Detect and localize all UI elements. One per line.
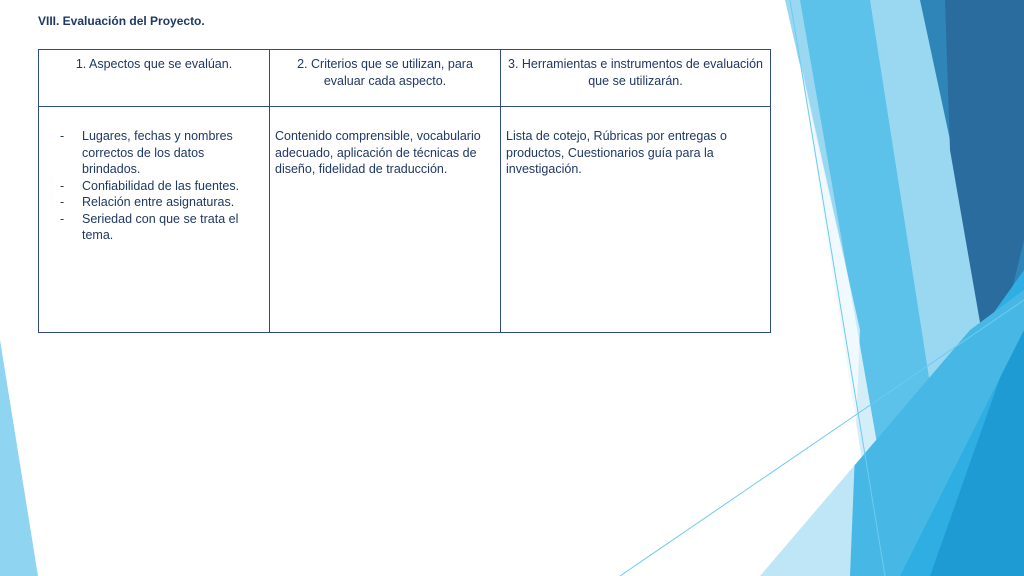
evaluation-table: [38, 49, 771, 333]
list-item: - Relación entre asignaturas.: [82, 194, 264, 211]
aspects-list: [44, 128, 264, 244]
list-item: - Seriedad con que se trata el tema.: [82, 211, 264, 244]
cell-aspects: [39, 107, 270, 333]
list-item: - Confiabilidad de las fuentes.: [82, 178, 264, 195]
page-title: VIII. Evaluación del Proyecto.: [38, 14, 205, 28]
cell-tools: Lista de cotejo, Rúbricas por entregas o productos, Cuestionarios guía para la investigación.: [501, 107, 771, 333]
facet-left: [0, 340, 38, 576]
header-tools: 3. Herramientas e instrumentos de evaluación que se utilizarán.: [501, 50, 771, 107]
table-row: [39, 107, 771, 333]
cell-criteria: Contenido comprensible, vocabulario adecuado, aplicación de técnicas de diseño, fidelidad de traducción.: [270, 107, 501, 333]
header-aspects: 1. Aspectos que se evalúan.: [39, 50, 270, 107]
header-criteria: 2. Criterios que se utilizan, para evaluar cada aspecto.: [270, 50, 501, 107]
list-item: - Lugares, fechas y nombres correctos de los datos brindados.: [82, 128, 264, 178]
table-header-row: [39, 50, 771, 107]
